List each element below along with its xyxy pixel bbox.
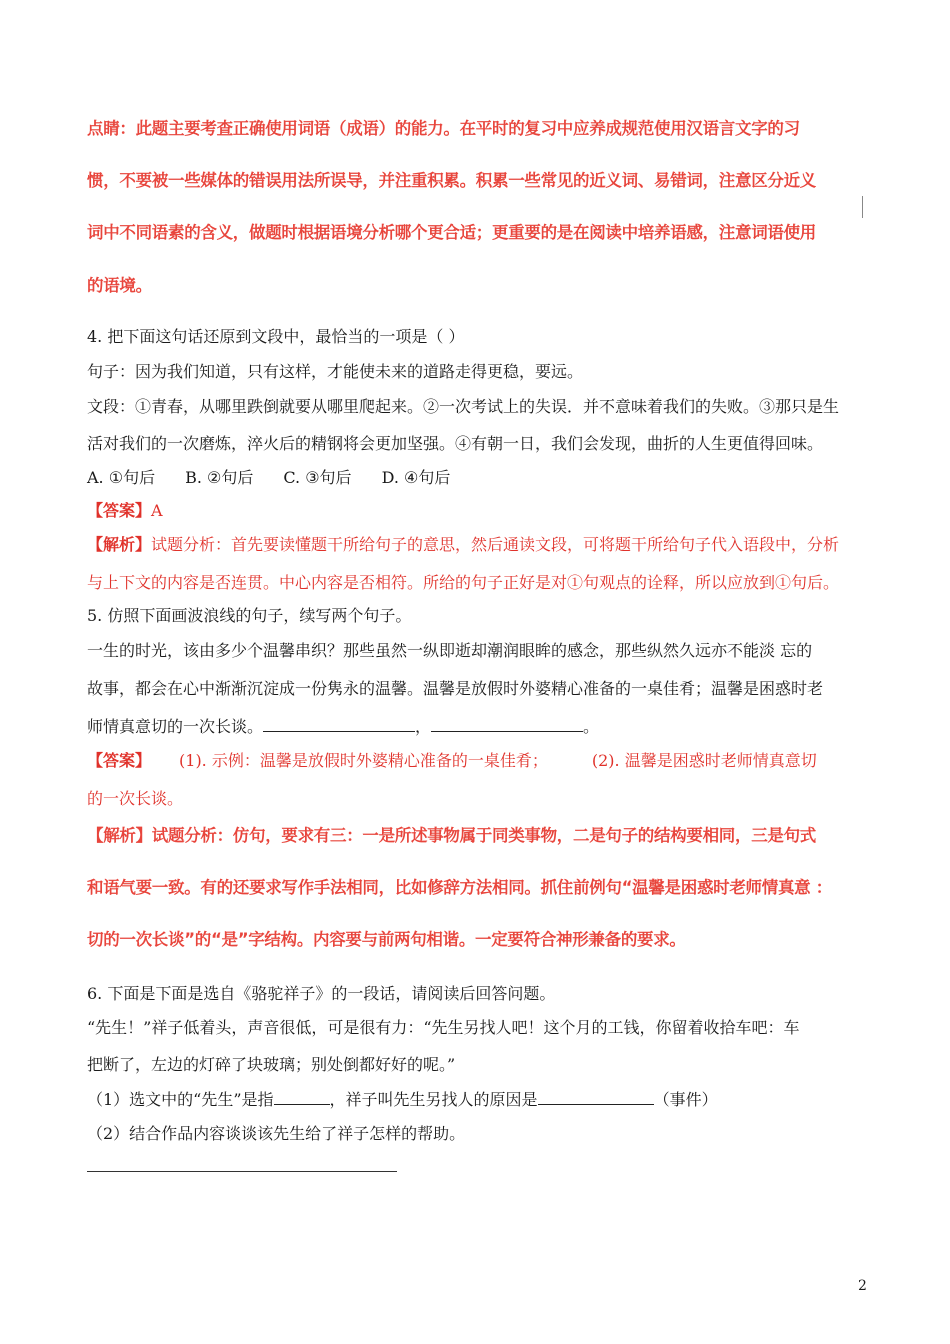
note-line-4: 的语境。 (87, 276, 152, 295)
q5-blank-2[interactable] (431, 717, 583, 732)
page-number: 2 (858, 1278, 867, 1294)
q5-blank-1[interactable] (263, 717, 415, 732)
q4-stem: 4. 把下面这句话还原到文段中，最恰当的一项是（ ） (87, 327, 465, 346)
q6-sub1-part-c: （事件） (653, 1090, 718, 1109)
q5-text-prefix: 师情真意切的一次长谈。 (87, 717, 264, 736)
q5-text-sep: ， (415, 717, 432, 736)
answer-line[interactable] (87, 1171, 397, 1172)
q5-analysis-line-1: 【解析】试题分析：仿句，要求有三：一是所述事物属于同类事物，二是句子的结构要相同，三是句式 (87, 826, 817, 845)
q4-answer-value: A (151, 501, 163, 520)
q5-answer-1: (1). 示例：温馨是放假时外婆精心准备的一桌佳肴； (179, 751, 548, 770)
q4-options (87, 467, 450, 489)
q5-text-line-3 (87, 716, 599, 738)
q6-text-line-2: 把断了，左边的灯碎了块玻璃；别处倒都好好的呢。” (87, 1055, 456, 1074)
q6-stem: 6. 下面是下面是选自《骆驼祥子》的一段话，请阅读后回答问题。 (87, 984, 556, 1003)
q4-answer (87, 500, 163, 522)
scan-artifact-bar (862, 196, 863, 218)
q5-answer-line-2: 的一次长谈。 (87, 789, 184, 808)
q6-sub-question-2: （2）结合作品内容谈谈该先生给了祥子怎样的帮助。 (87, 1124, 466, 1143)
q6-sub1-part-a: （1）选文中的“先生”是指 (87, 1090, 274, 1109)
q5-text-end: 。 (583, 717, 600, 736)
q6-blank-2[interactable] (538, 1090, 654, 1105)
q6-blank-1[interactable] (274, 1090, 330, 1105)
q4-analysis-line-2: 与上下文的内容是否连贯。中心内容是否相符。所给的句子正好是对①句观点的诠释，所以应放到①句后。 (87, 573, 840, 592)
q5-analysis-line-2: 和语气要一致。有的还要求写作手法相同，比如修辞方法相同。抓住前例句“温馨是困惑时老师情真意 ： (87, 878, 832, 897)
note-line-1: 点睛：此题主要考查正确使用词语（成语）的能力。在平时的复习中应养成规范使用汉语言文字的习 (87, 119, 800, 138)
q5-analysis-line-3: 切的一次长谈”的“是”字结构。内容要与前两句相谐。一定要符合神形兼备的要求。 (87, 930, 686, 949)
q4-sentence: 句子：因为我们知道，只有这样，才能使未来的道路走得更稳，要远。 (87, 362, 584, 381)
q5-answer-2: (2). 温馨是困惑时老师情真意切 (591, 751, 817, 770)
q4-option-b: B. ②句后 (185, 468, 254, 487)
q4-answer-tag: 【答案】 (87, 501, 152, 520)
note-line-3: 词中不同语素的含义，做题时根据语境分析哪个更合适；更重要的是在阅读中培养语感，注意词语使用 (87, 223, 817, 242)
q5-text-line-1: 一生的时光，该由多少个温馨串织？那些虽然一纵即逝却潮润眼眸的感念，那些纵然久远亦不能淡 忘的 (87, 641, 813, 660)
q5-stem: 5. 仿照下面画波浪线的句子，续写两个句子。 (87, 606, 412, 625)
q4-analysis-text: 试题分析：首先要读懂题干所给句子的意思，然后通读文段，可将题干所给句子代入语段中，分析 (151, 535, 840, 554)
q4-passage-line-1: 文段：①青春，从哪里跌倒就要从哪里爬起来。②一次考试上的失误．并不意味着我们的失败。③那只是生 (87, 397, 840, 416)
note-line-2: 惯，不要被一些媒体的错误用法所误导，并注重积累。积累一些常见的近义词、易错词，注意区分近义 (87, 171, 817, 190)
q4-analysis-tag: 【解析】 (87, 535, 152, 554)
q4-option-a: A. ①句后 (87, 468, 156, 487)
q4-option-d: D. ④句后 (381, 468, 451, 487)
q6-sub1-part-b: ，祥子叫先生另找人的原因是 (329, 1090, 538, 1109)
q6-sub-question-1 (87, 1089, 718, 1111)
q5-text-line-2: 故事，都会在心中渐渐沉淀成一份隽永的温馨。温馨是放假时外婆精心准备的一桌佳肴；温馨是困惑时老 (87, 679, 824, 698)
q4-passage-line-2: 活对我们的一次磨炼，淬火后的精钢将会更加坚强。④有朝一日，我们会发现，曲折的人生更值得回味。 (87, 434, 824, 453)
q5-answer-tag: 【答案】 (87, 751, 152, 770)
q5-answer-line-1 (87, 750, 817, 772)
q4-analysis-line-1 (87, 534, 839, 556)
q6-text-line-1: “先生！”祥子低着头，声音很低，可是很有力：“先生另找人吧！这个月的工钱，你留着收拾车吧：车 (87, 1018, 800, 1037)
q4-option-c: C. ③句后 (283, 468, 352, 487)
